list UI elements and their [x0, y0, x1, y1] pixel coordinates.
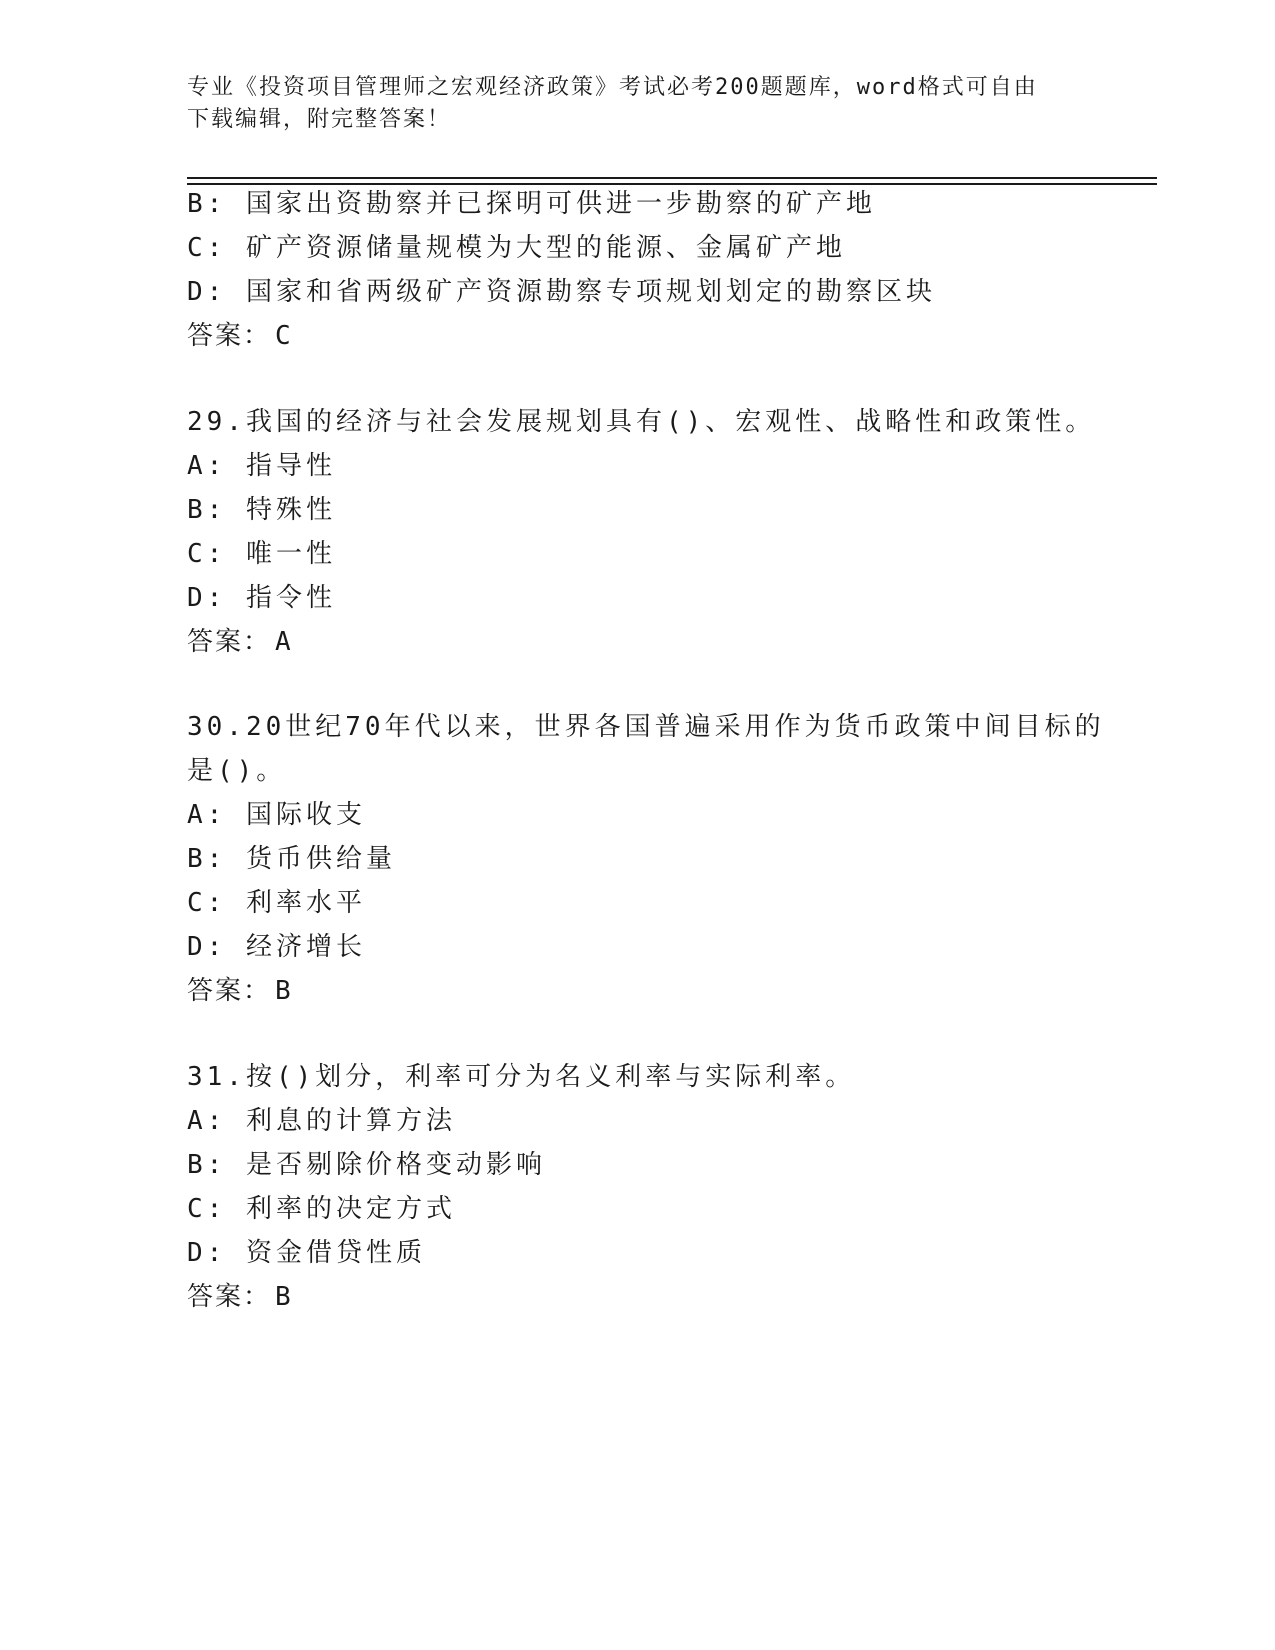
answer-label: 答案： [187, 976, 272, 1006]
answer-value: C [275, 321, 293, 351]
option-d: D: 指令性 [187, 583, 336, 613]
option-d: D: 经济增长 [187, 932, 366, 962]
answer-line [187, 974, 293, 1008]
option-c: C: 利率水平 [187, 888, 366, 918]
option-a: A: 指导性 [187, 451, 336, 481]
option-c: C: 利率的决定方式 [187, 1194, 456, 1224]
option-c: C: 唯一性 [187, 539, 336, 569]
answer-line [187, 625, 293, 659]
question-30-text-line-2: 是()。 [187, 756, 287, 786]
document-header [187, 72, 1067, 136]
answer-value: A [275, 627, 293, 657]
answer-label: 答案： [187, 321, 272, 351]
answer-value: B [275, 1282, 293, 1312]
option-d: D: 国家和省两级矿产资源勘察专项规划划定的勘察区块 [187, 277, 936, 307]
question-30-text-line-1: 30.20世纪70年代以来，世界各国普遍采用作为货币政策中间目标的 [187, 712, 1105, 742]
option-b: B: 国家出资勘察并已探明可供进一步勘察的矿产地 [187, 189, 876, 219]
option-d: D: 资金借贷性质 [187, 1238, 426, 1268]
header-line-1: 专业《投资项目管理师之宏观经济政策》考试必考200题题库，word格式可自由 [187, 75, 1038, 100]
answer-line [187, 1280, 293, 1314]
answer-label: 答案： [187, 1282, 272, 1312]
header-line-2: 下载编辑，附完整答案！ [187, 107, 452, 132]
question-29-text: 29.我国的经济与社会发展规划具有()、宏观性、战略性和政策性。 [187, 407, 1096, 437]
option-c: C: 矿产资源储量规模为大型的能源、金属矿产地 [187, 233, 846, 263]
answer-value: B [275, 976, 293, 1006]
answer-line [187, 319, 293, 353]
option-b: B: 货币供给量 [187, 844, 396, 874]
option-a: A: 国际收支 [187, 800, 366, 830]
question-31-text: 31.按()划分，利率可分为名义利率与实际利率。 [187, 1062, 856, 1092]
header-rule-bottom [187, 183, 1157, 185]
answer-label: 答案： [187, 627, 272, 657]
option-a: A: 利息的计算方法 [187, 1106, 456, 1136]
header-rule-top [187, 177, 1157, 179]
option-b: B: 是否剔除价格变动影响 [187, 1150, 546, 1180]
option-b: B: 特殊性 [187, 495, 336, 525]
